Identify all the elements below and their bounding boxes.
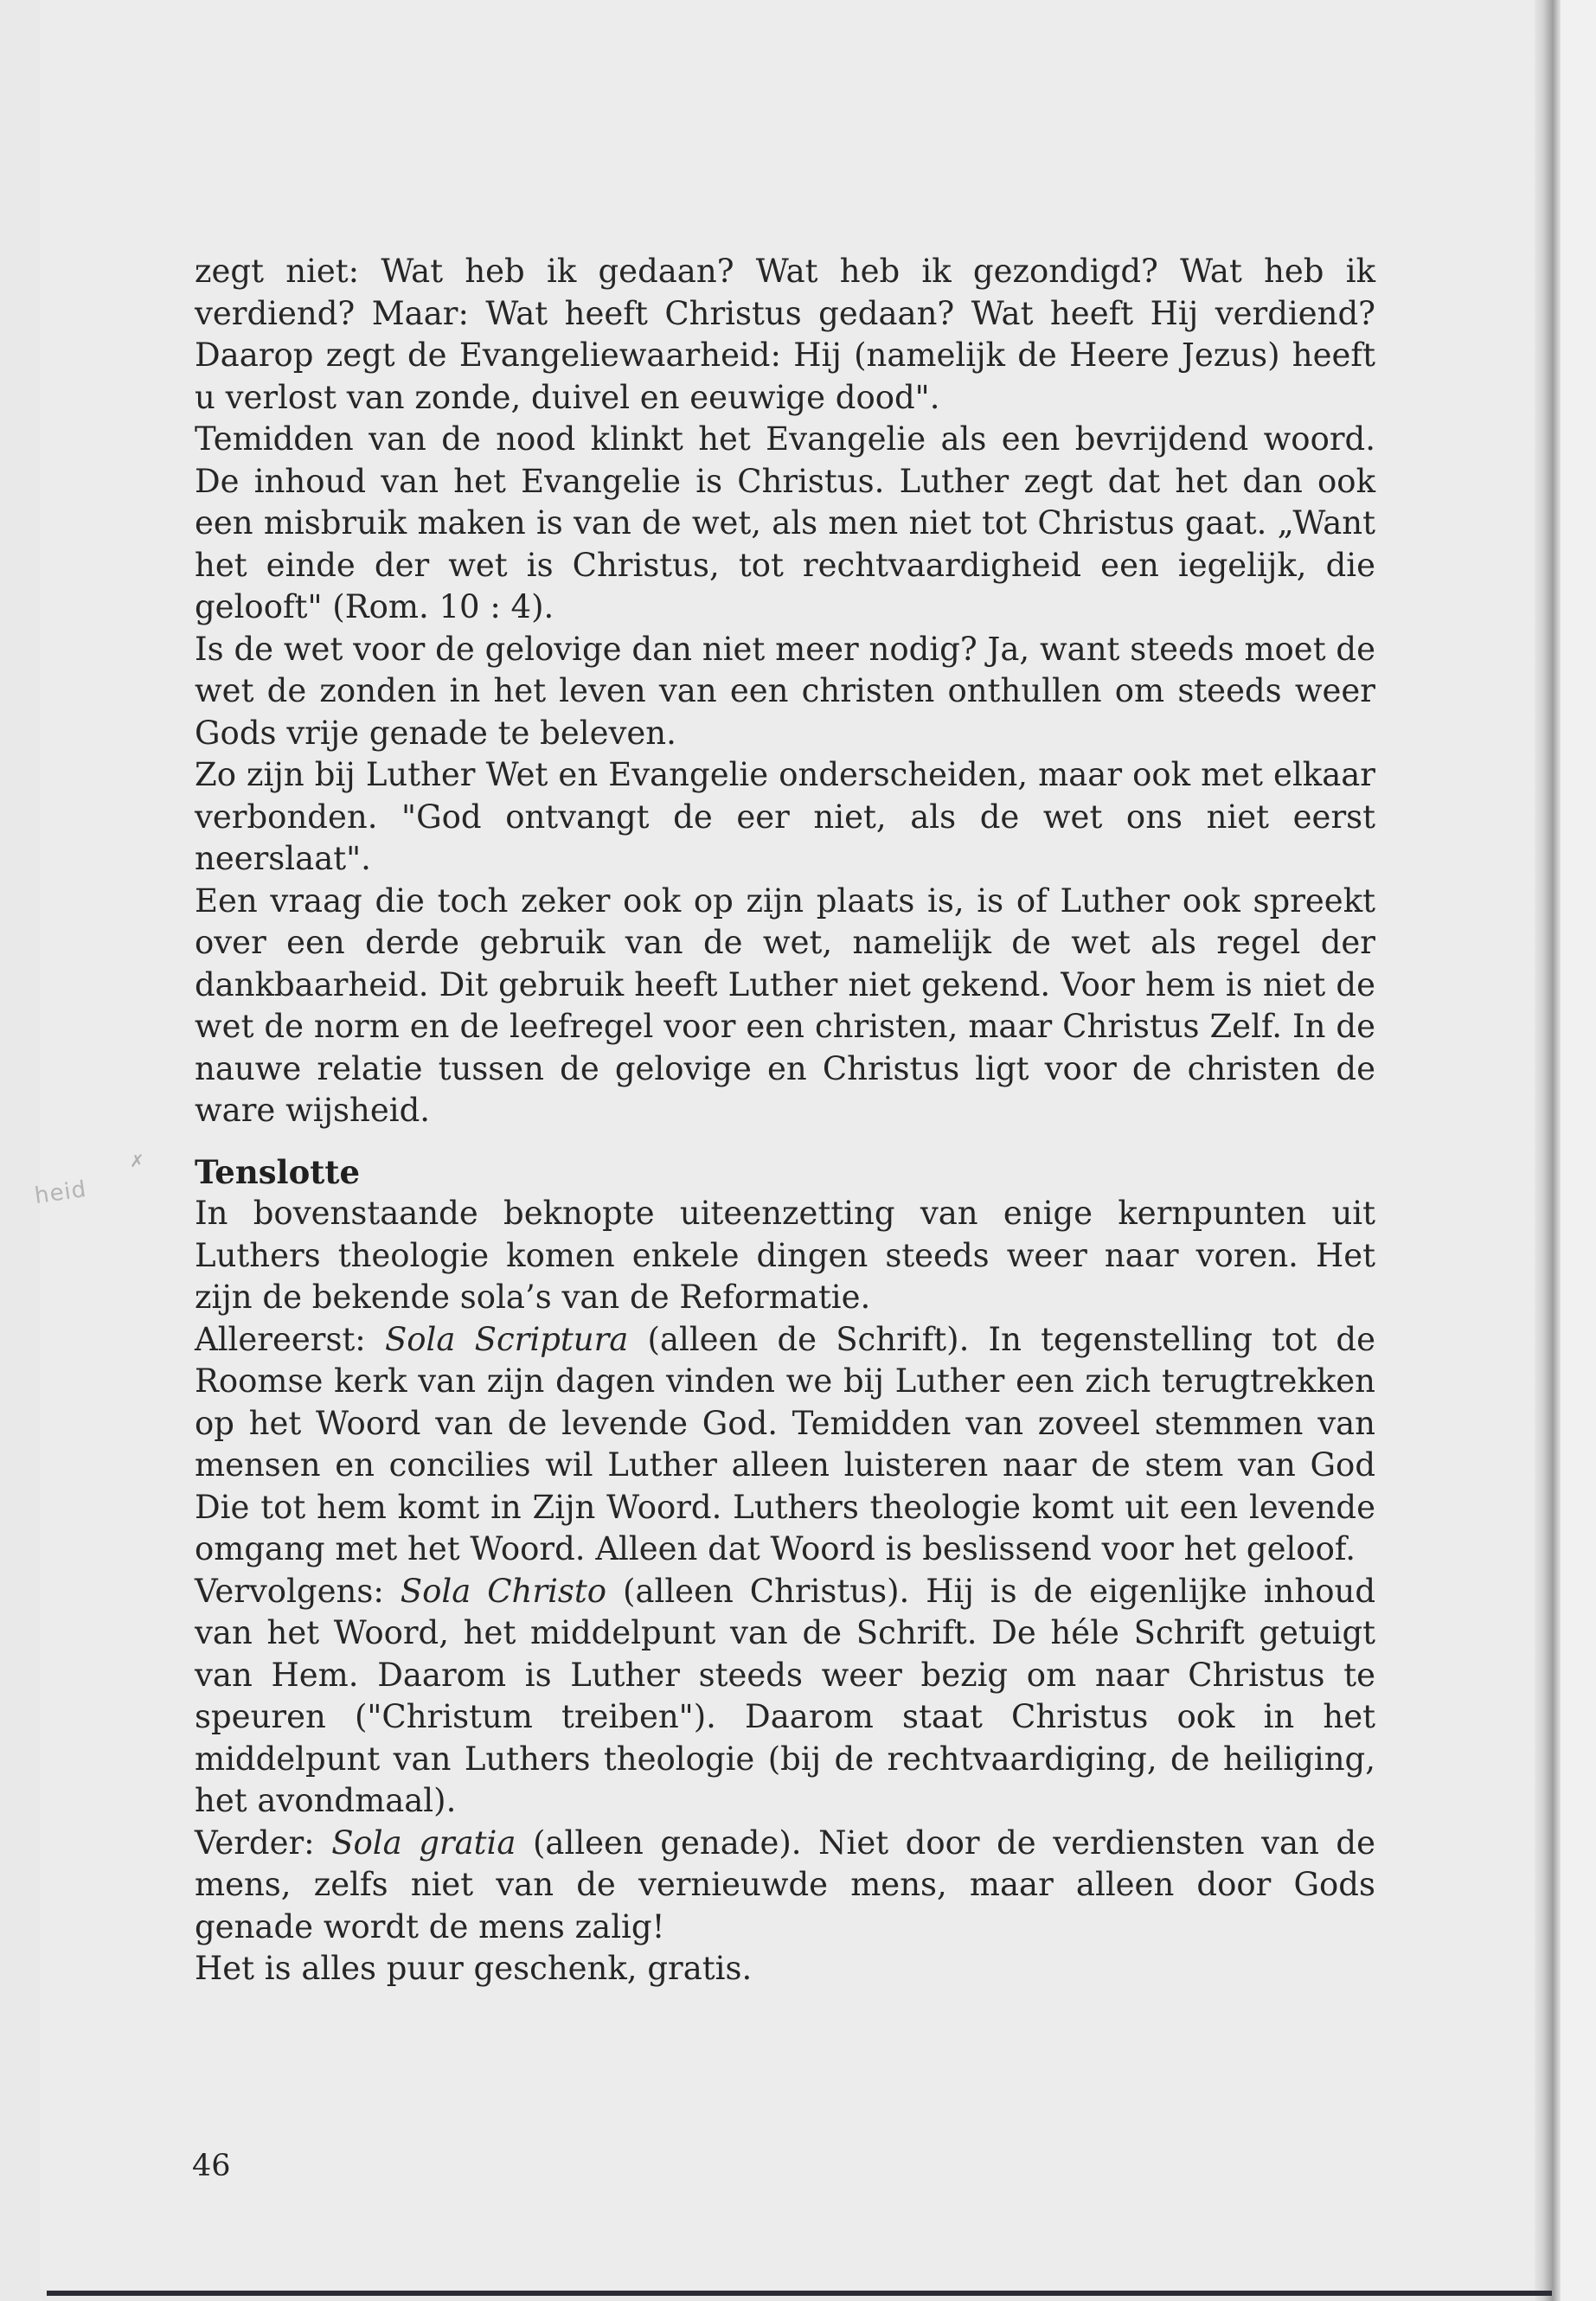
sola-lead: Vervolgens: — [195, 1572, 401, 1610]
paragraph: zegt niet: Wat heb ik gedaan? Wat heb ik gezondigd? Wat heb ik verdiend? Maar: Wat heeft Christus gedaan? Wat heeft Hij verdiend? Daarop zegt de Evangeliewaarheid: Hij (namelijk de Heere Jezus) heeft u verlost van zonde, duivel en eeuwige dood". — [195, 253, 1375, 416]
sola-term: Sola gratia — [331, 1823, 516, 1862]
sola-term: Sola Christo — [400, 1572, 607, 1610]
sola-body: (alleen Christus). Hij is de eigenlijke inhoud van het Woord, het middelpunt van de Schrift. De héle Schrift getuigt van Hem. Daarom is Luther steeds weer bezig om naar Christus te speuren ("Christum treiben"). Daarom staat Christus ook in het middelpunt van Luthers theologie (bij de rechtvaardiging, de heiliging, het avondmaal). — [195, 1572, 1376, 1819]
closing-line: Het is alles puur geschenk, gratis. — [195, 1950, 753, 1987]
paragraph: Temidden van de nood klinkt het Evangelie als een bevrijdend woord. De inhoud van het Evangelie is Christus. Luther zegt dat het dan ook een misbruik maken is van de wet, als men niet tot Christus gaat. „Want het einde der wet is Christus, tot rechtvaardigheid een iegelijk, die gelooft" (Rom. 10 : 4). — [195, 420, 1375, 625]
scan-margin — [1561, 0, 1596, 2301]
page-number: 46 — [192, 2149, 231, 2183]
sola-gratia-paragraph — [195, 1823, 1375, 1949]
sola-body: (alleen genade). Niet door de verdiensten van de mens, zelfs niet van de vernieuwde mens, maar alleen door Gods genade wordt de mens zalig! — [195, 1823, 1375, 1945]
scan-bottom-edge — [47, 2291, 1552, 2296]
sola-body: (alleen de Schrift). In tegenstelling tot de Roomse kerk van zijn dagen vinden we bij Luther een zich terugtrekken op het Woord van de levende God. Temidden van zoveel stemmen van mensen en concilies wil Luther alleen luisteren naar de stem van God Die tot hem komt in Zijn Woord. Luthers theologie komt uit een levende omgang met het Woord. Alleen dat Woord is beslissend voor het geloof. — [195, 1320, 1375, 1567]
section-heading: Tenslotte — [195, 1152, 361, 1191]
paragraph: Is de wet voor de gelovige dan niet meer nodig? Ja, want steeds moet de wet de zonden in het leven van een christen onthullen om steeds weer Gods vrije genade te beleven. — [195, 630, 1375, 752]
intro-paragraph: In bovenstaande beknopte uiteenzetting van enige kernpunten uit Luthers theologie komen enkele dingen steeds weer naar voren. Het zijn de bekende sola’s van de Reformatie. — [195, 1195, 1375, 1316]
pencil-mark-icon: ✗ — [130, 1150, 144, 1171]
paragraph: Zo zijn bij Luther Wet en Evangelie onderscheiden, maar ook met elkaar verbonden. "God ontvangt de eer niet, als de wet ons niet eerst neerslaat". — [195, 756, 1375, 877]
sola-lead: Allereerst: — [195, 1320, 385, 1358]
sola-scriptura-paragraph — [195, 1319, 1375, 1571]
paragraph: Een vraag die toch zeker ook op zijn plaats is, is of Luther ook spreekt over een derde gebruik van de wet, namelijk de wet als regel der dankbaarheid. Dit gebruik heeft Luther niet gekend. Voor hem is niet de wet de norm en de leefregel voor een christen, maar Christus Zelf. In de nauwe relatie tussen de gelovige en Christus ligt voor de christen de ware wijsheid. — [195, 881, 1375, 1129]
text-column — [195, 251, 1375, 1990]
page-edge-shadow — [1535, 0, 1561, 2301]
sola-term: Sola Scriptura — [384, 1320, 629, 1358]
handwritten-margin-note: heid — [33, 1176, 88, 1210]
sola-lead: Verder: — [195, 1823, 332, 1862]
sola-christo-paragraph — [195, 1571, 1375, 1823]
